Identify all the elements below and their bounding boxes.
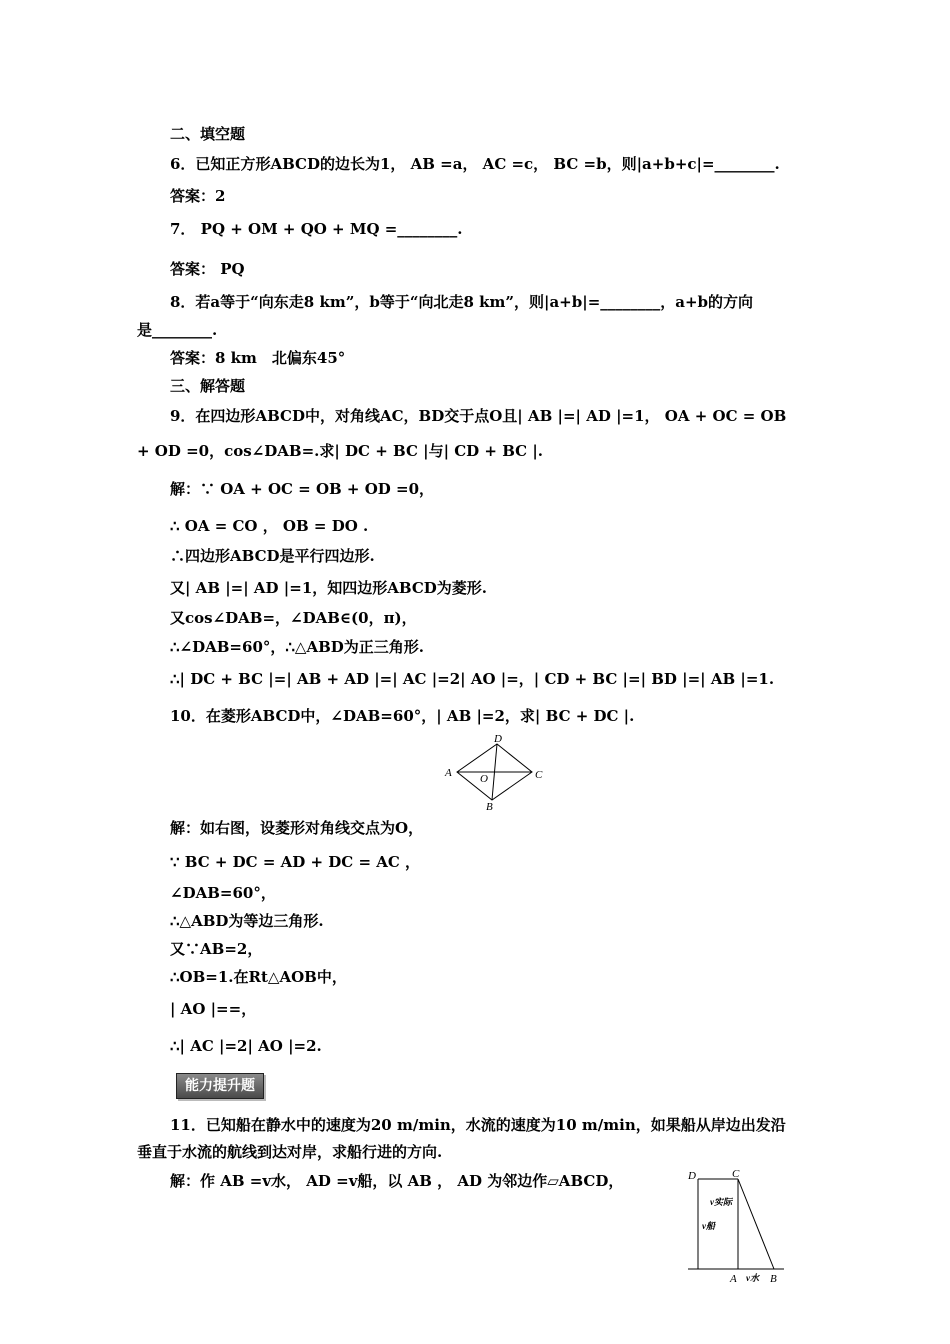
- fig11-label-b: B: [770, 1273, 777, 1285]
- q7-answer: 答案： PQ: [170, 260, 245, 278]
- section-solve-heading: 三、解答题: [170, 377, 246, 395]
- q10-sol-3: ∠DAB=60°，: [170, 884, 276, 902]
- q10-stem: 10．在菱形ABCD中，∠DAB=60°，| AB |=2，求| BC + DC |.: [170, 707, 635, 725]
- q9-sol-7: ∴| DC + BC |=| AB + AD |=| AC |=2| AO |=，| CD + BC |=| BD |=| AB |=1.: [170, 670, 775, 688]
- fig10-label-a: A: [445, 767, 452, 779]
- rhombus-figure: [440, 732, 550, 812]
- q8-stem-2: 是________.: [137, 321, 218, 339]
- q10-sol-8: ∴| AC |=2| AO |=2.: [170, 1037, 322, 1055]
- q9-sol-5: 又cos∠DAB=，∠DAB∈(0，π)，: [170, 609, 417, 627]
- fig10-label-o: O: [480, 773, 488, 785]
- q9-sol-4: 又| AB |=| AD |=1，知四边形ABCD为菱形.: [170, 579, 488, 597]
- q10-sol-6: ∴OB=1.在Rt△AOB中，: [170, 968, 347, 986]
- fig10-label-c: C: [535, 769, 543, 781]
- q9-sol-3: ∴四边形ABCD是平行四边形.: [170, 547, 375, 565]
- ability-section-badge: 能力提升题: [176, 1073, 264, 1099]
- q9-sol-2: ∴ OA = CO ， OB = DO .: [170, 517, 369, 535]
- q10-sol-5: 又∵AB=2，: [170, 940, 263, 958]
- fig11-label-v-boat: v船: [702, 1221, 715, 1231]
- q10-sol-1: 解：如右图，设菱形对角线交点为O，: [170, 819, 424, 837]
- q11-stem-2: 垂直于水流的航线到达对岸，求船行进的方向.: [137, 1143, 443, 1161]
- q7-stem: 7． PQ + OM + QO + MQ =________.: [170, 220, 463, 238]
- fig11-label-v-water: v水: [746, 1273, 759, 1283]
- q8-stem-1: 8．若a等于“向东走8 km”，b等于“向北走8 km”，则|a+b|=________，a+b的方向: [170, 293, 754, 311]
- velocity-figure: [684, 1165, 794, 1285]
- fig10-label-d: D: [494, 733, 502, 745]
- q10-sol-7: | AO |==，: [170, 1000, 257, 1018]
- q10-sol-4: ∴△ABD为等边三角形.: [170, 912, 324, 930]
- q9-stem-1: 9．在四边形ABCD中，对角线AC，BD交于点O且| AB |=| AD |=1， OA + OC = OB: [170, 407, 787, 425]
- section-fill-heading: 二、填空题: [170, 125, 246, 143]
- q10-sol-2: ∵ BC + DC = AD + DC = AC ，: [170, 853, 421, 871]
- fig11-label-c: C: [732, 1168, 740, 1180]
- q9-stem-2: + OD =0，cos∠DAB=.求| DC + BC |与| CD + BC |.: [137, 442, 544, 460]
- q9-sol-1: 解：∵ OA + OC = OB + OD =0，: [170, 480, 435, 498]
- fig11-label-d: D: [688, 1170, 696, 1182]
- q11-sol-1: 解：作 AB =v水， AD =v船，以 AB ， AD 为邻边作▱ABCD，: [170, 1172, 624, 1190]
- fig10-label-b: B: [486, 801, 493, 812]
- fig11-label-v-actual: v实际: [710, 1197, 732, 1207]
- q11-stem-1: 11．已知船在静水中的速度为20 m/min，水流的速度为10 m/min，如果船从岸边出发沿: [170, 1116, 786, 1134]
- q6-answer: 答案：2: [170, 187, 226, 205]
- q9-sol-6: ∴∠DAB=60°，∴△ABD为正三角形.: [170, 638, 425, 656]
- q6-stem: 6．已知正方形ABCD的边长为1， AB =a， AC =c， BC =b，则|a+b+c|=________.: [170, 155, 780, 173]
- fig11-label-a: A: [730, 1273, 737, 1285]
- q8-answer: 答案：8 km 北偏东45°: [170, 349, 346, 367]
